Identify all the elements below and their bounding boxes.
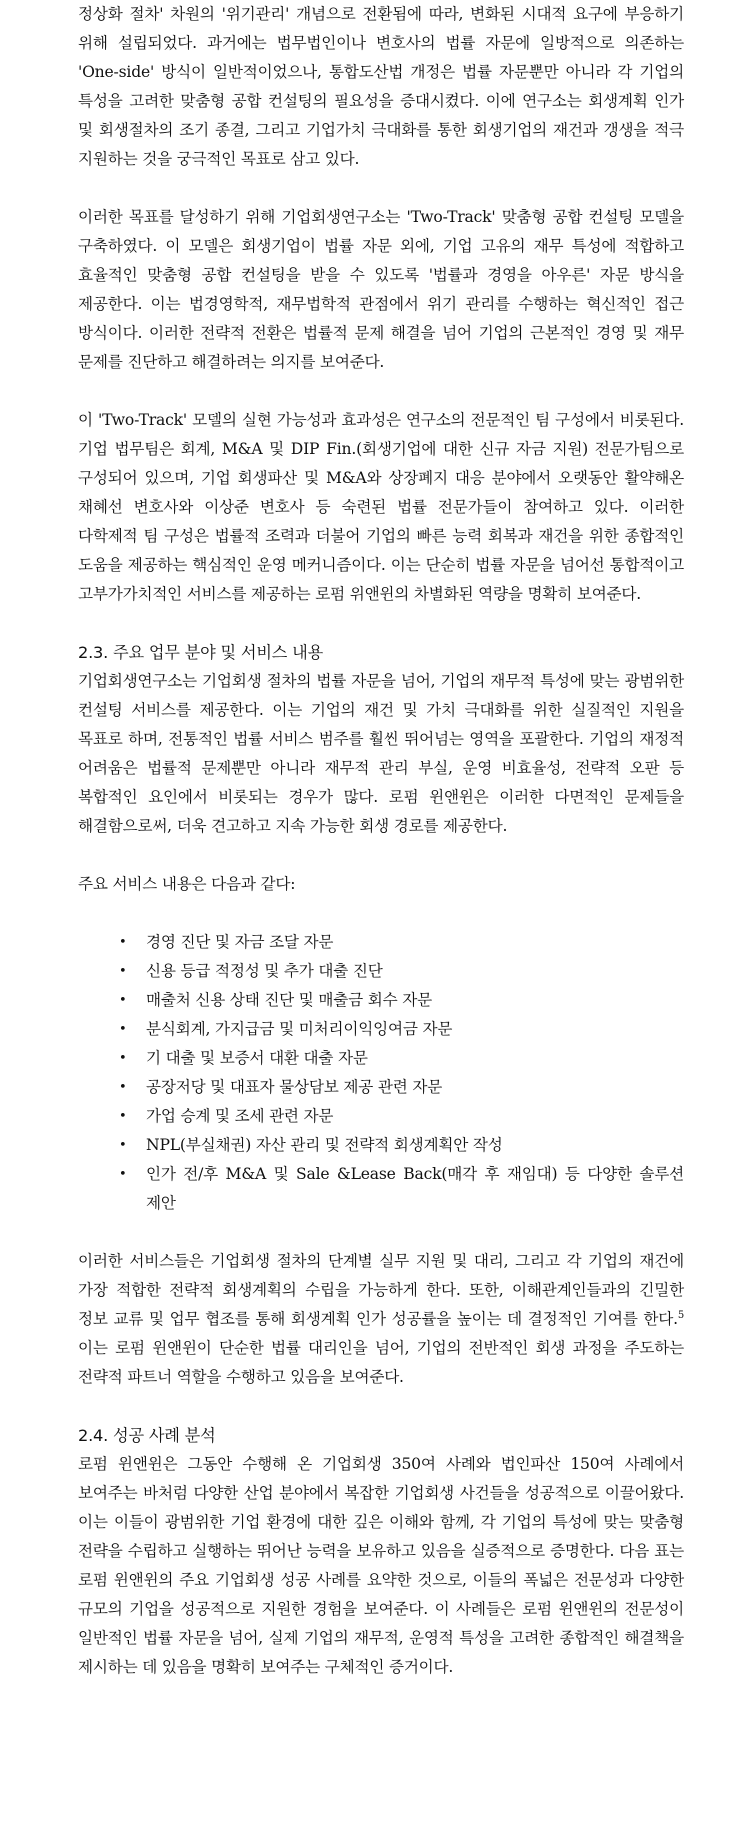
service-text: 경영 진단 및 자금 조달 자문 <box>146 933 334 951</box>
list-item <box>78 1131 684 1160</box>
service-text: 공장저당 및 대표자 물상담보 제공 관련 자문 <box>146 1078 443 1096</box>
service-text: 기 대출 및 보증서 대환 대출 자문 <box>146 1049 368 1067</box>
services-list <box>78 928 684 1218</box>
services-list-intro: 주요 서비스 내용은 다음과 같다: <box>78 875 296 893</box>
bullet-icon: • <box>119 1080 127 1095</box>
bullet-icon: • <box>119 935 127 950</box>
service-text: 가업 승계 및 조세 관련 자문 <box>146 1107 334 1125</box>
bullet-icon: • <box>119 993 127 1008</box>
closing-text-after-note: 이는 로펌 윈앤윈이 단순한 법률 대리인을 넘어, 기업의 전반적인 회생 과정을 주도하는 전략적 파트너 역할을 수행하고 있음을 보여준다. <box>78 1339 684 1386</box>
list-item <box>78 1044 684 1073</box>
bullet-icon: • <box>119 1022 127 1037</box>
bullet-icon: • <box>119 1138 127 1153</box>
section-2-3-paragraph: 기업회생연구소는 기업회생 절차의 법률 자문을 넘어, 기업의 재무적 특성에 맞는 광범위한 컨설팅 서비스를 제공한다. 이는 기업의 재건 및 가치 극대화를 위한 실질적인 지원을 목표로 하며, 전통적인 법률 서비스 범주를 훨씬 뛰어넘는 영역을 포괄한다. 기업의 재정적 어려움은 법률적 문제뿐만 아니라 재무적 관리 부실, 운영 비효율성, 전략적 오판 등 복합적인 요인에서 비롯되는 경우가 많다. 로펌 윈앤윈은 이러한 다면적인 문제들을 해결함으로써, 더욱 견고하고 지속 가능한 회생 경로를 제공한다. <box>78 672 684 835</box>
list-item <box>78 957 684 986</box>
closing-text-before-note: 이러한 서비스들은 기업회생 절차의 단계별 실무 지원 및 대리, 그리고 각 기업의 재건에 가장 적합한 전략적 회생계획의 수립을 가능하게 한다. 또한, 이해관계인들과의 긴밀한 정보 교류 및 업무 협조를 통해 회생계획 인가 성공률을 높이는 데 결정적인 기여를 한다. <box>78 1252 684 1328</box>
bullet-icon: • <box>119 1109 127 1124</box>
bullet-icon: • <box>119 1167 127 1182</box>
list-item <box>78 986 684 1015</box>
intro-paragraph-1: 정상화 절차' 차원의 '위기관리' 개념으로 전환됨에 따라, 변화된 시대적 요구에 부응하기 위해 설립되었다. 과거에는 법무법인이나 변호사의 법률 자문에 일방적으로 의존하는 'One-side' 방식이 일반적이었으나, 통합도산법 개정은 법률 자문뿐만 아니라 각 기업의 특성을 고려한 맞춤형 공합 컨설팅의 필요성을 증대시켰다. 이에 연구소는 회생계획 인가 및 회생절차의 조기 종결, 그리고 기업가치 극대화를 통한 회생기업의 재건과 갱생을 적극 지원하는 것을 궁극적인 목표로 삼고 있다. <box>78 5 685 168</box>
service-text: NPL(부실채권) 자산 관리 및 전략적 회생계획안 작성 <box>146 1136 503 1154</box>
paragraph-gap <box>78 1392 684 1421</box>
document-page <box>78 0 684 1682</box>
section-2-3-closing <box>78 1247 684 1392</box>
footnote-marker[interactable]: 5 <box>677 1309 684 1321</box>
paragraph-gap <box>78 841 684 870</box>
service-text: 매출처 신용 상태 진단 및 매출금 회수 자문 <box>146 991 432 1009</box>
paragraph-gap <box>78 899 684 928</box>
paragraph-gap <box>78 1218 684 1247</box>
section-heading-2-3: 2.3. 주요 업무 분야 및 서비스 내용 <box>78 643 324 662</box>
list-item <box>78 1160 684 1218</box>
list-item <box>78 928 684 957</box>
list-item <box>78 1015 684 1044</box>
intro-paragraph-3: 이 'Two-Track' 모델의 실현 가능성과 효과성은 연구소의 전문적인 팀 구성에서 비롯된다. 기업 법무팀은 회계, M&A 및 DIP Fin.(회생기업에 대한 신규 자금 지원) 전문가팀으로 구성되어 있으며, 기업 회생파산 및 M&A와 상장폐지 대응 분야에서 오랫동안 활약해온 채혜선 변호사와 이상준 변호사 등 숙련된 법률 전문가들이 참여하고 있다. 이러한 다학제적 팀 구성은 법률적 조력과 더불어 기업의 빠른 능력 회복과 재건을 위한 종합적인 도움을 제공하는 핵심적인 운영 메커니즘이다. 이는 단순히 법률 자문을 넘어선 통합적이고 고부가가치적인 서비스를 제공하는 로펌 위앤윈의 차별화된 역량을 명확히 보여준다. <box>78 411 684 603</box>
bullet-icon: • <box>119 1051 127 1066</box>
paragraph-gap <box>78 609 684 638</box>
section-heading-2-4: 2.4. 성공 사례 분석 <box>78 1426 216 1445</box>
bullet-icon: • <box>119 964 127 979</box>
section-2-4-paragraph: 로펌 윈앤윈은 그동안 수행해 온 기업회생 350여 사례와 법인파산 150여 사례에서 보여주는 바처럼 다양한 산업 분야에서 복잡한 기업회생 사건들을 성공적으로 이끌어왔다. 이는 이들이 광범위한 기업 환경에 대한 깊은 이해와 함께, 각 기업의 특성에 맞는 맞춤형 전략을 수립하고 실행하는 뛰어난 능력을 보유하고 있음을 실증적으로 증명한다. 다음 표는 로펌 윈앤윈의 주요 기업회생 성공 사례를 요약한 것으로, 이들의 폭넓은 전문성과 다양한 규모의 기업을 성공적으로 지원한 경험을 보여준다. 이 사례들은 로펌 윈앤윈의 전문성이 일반적인 법률 자문을 넘어, 실제 기업의 재무적, 운영적 특성을 고려한 종합적인 해결책을 제시하는 데 있음을 명확히 보여주는 구체적인 증거이다. <box>78 1455 684 1676</box>
service-text: 분식회계, 가지급금 및 미처리이익잉여금 자문 <box>146 1020 453 1038</box>
paragraph-gap <box>78 377 684 406</box>
service-text: 신용 등급 적정성 및 추가 대출 진단 <box>146 962 383 980</box>
intro-paragraph-2: 이러한 목표를 달성하기 위해 기업회생연구소는 'Two-Track' 맞춤형 공합 컨설팅 모델을 구축하였다. 이 모델은 회생기업이 법률 자문 외에, 기업 고유의 재무 특성에 적합하고 효율적인 맞춤형 공합 컨설팅을 받을 수 있도록 '법률과 경영을 아우른' 자문 방식을 제공한다. 이는 법경영학적, 재무법학적 관점에서 위기 관리를 수행하는 혁신적인 접근 방식이다. 이러한 전략적 전환은 법률적 문제 해결을 넘어 기업의 근본적인 경영 및 재무 문제를 진단하고 해결하려는 의지를 보여준다. <box>78 208 684 371</box>
paragraph-gap <box>78 174 684 203</box>
list-item <box>78 1102 684 1131</box>
list-item <box>78 1073 684 1102</box>
service-text: 인가 전/후 M&A 및 Sale &Lease Back(매각 후 재임대) 등 다양한 솔루션 제안 <box>146 1165 684 1212</box>
